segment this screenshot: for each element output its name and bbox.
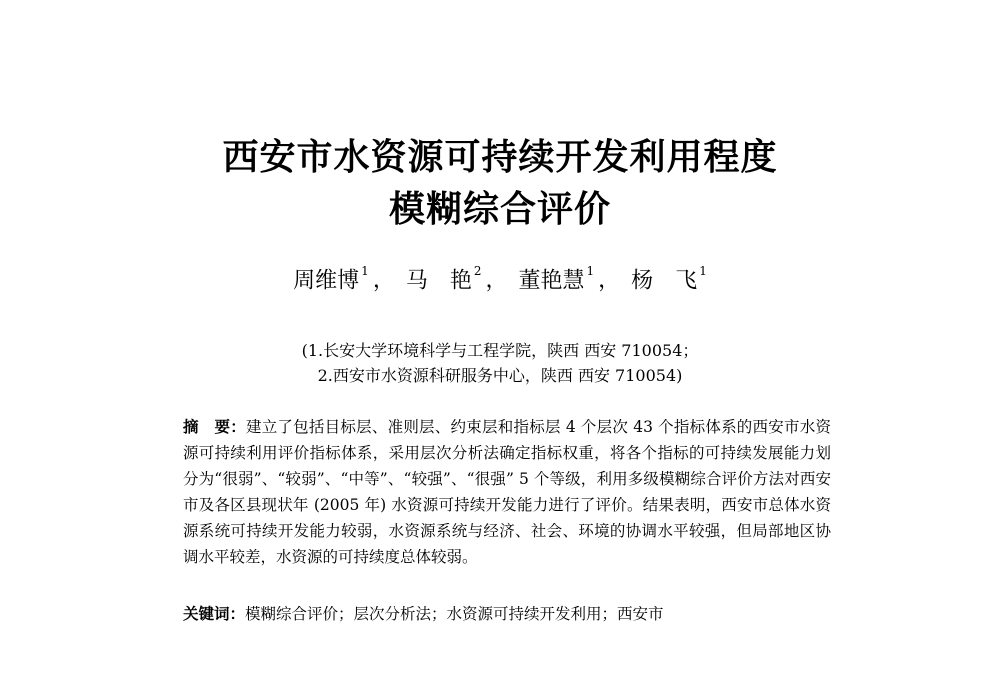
keywords-label: 关键词： (183, 605, 246, 623)
abstract-text: 建立了包括目标层、准则层、约束层和指标层 4 个层次 43 个指标体系的西安市水资源可持续利用评价指标体系，采用层次分析法确定指标权重，将各个指标的可持续发展能力划分为“很弱”、“较弱”、“中等”、“较强”、“很强” 5 个等级，利用多级模糊综合评价方法对西安市及各区县现状年 (2005 年) 水资源可持续开发能力进行了评价。结果表明，西安市总体水资源系统可持续开发能力较弱，水资源系统与经济、社会、环境的协调水平较强，但局部地区协调水平较差，水资源的可持续度总体较弱。 (183, 418, 831, 566)
author-name: 杨 飞 (631, 268, 698, 294)
author-name: 马 艳 (405, 268, 472, 294)
paper-title-line-1: 西安市水资源可持续开发利用程度 (222, 137, 778, 178)
author-list: 周维博 $^1$ ， 马 艳 $^2$ ， 董艳慧 $^1$ ， 杨 飞 $^1$ (293, 264, 707, 294)
author-affiliation-mark: 2 (473, 264, 482, 278)
author-affiliation-mark: 1 (586, 264, 595, 278)
author-name: 周维博 (293, 268, 360, 294)
keywords-text: 模糊综合评价；层次分析法；水资源可持续开发利用；西安市 (245, 605, 664, 623)
author-affiliation-mark: 1 (699, 264, 707, 278)
paper-title-line-2: 模糊综合评价 (388, 189, 611, 230)
abstract (183, 414, 831, 570)
author-affiliation-mark: 1 (361, 264, 369, 278)
affiliation-line-1: (1.长安大学环境科学与工程学院，陕西 西安 710054； (301, 341, 699, 360)
abstract-label: 摘 要： (183, 418, 246, 436)
keywords (183, 601, 831, 627)
author-name: 董艳慧 (518, 268, 585, 294)
affiliation-line-2: 2.西安市水资源科研服务中心，陕西 西安 710054) (317, 366, 683, 385)
